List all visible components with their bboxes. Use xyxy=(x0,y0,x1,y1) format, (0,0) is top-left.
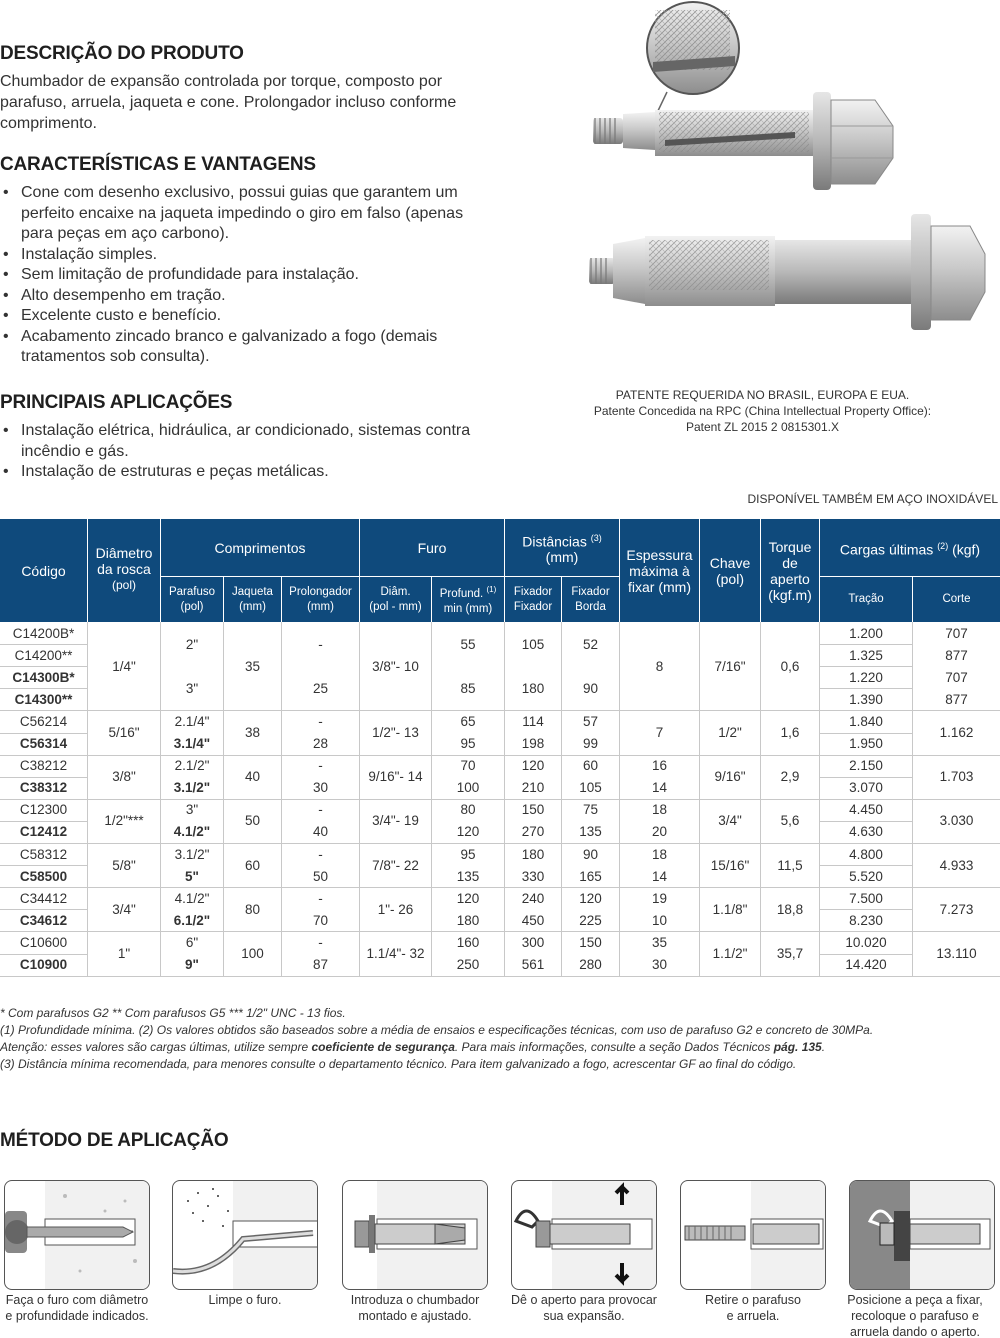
table-cell: 60 xyxy=(244,857,261,873)
table-cell: 160 xyxy=(456,934,480,950)
header-comprimentos: Comprimentos xyxy=(161,519,359,576)
patent-line: PATENTE REQUERIDA NO BRASIL, EUROPA E EUA. xyxy=(615,388,910,402)
table-cell: C34612 xyxy=(19,912,68,928)
caracteristicas-list xyxy=(0,183,540,368)
table-cell: 5,6 xyxy=(780,813,800,829)
table-cell: 50 xyxy=(312,868,329,884)
list-item: • Instalação elétrica, hidráulica, ar condicionado, sistemas contra incêndio e gás. xyxy=(0,421,540,462)
header-prolongador: Prolongador (mm) xyxy=(282,577,359,622)
availability-note: DISPONÍVEL TAMBÉM EM AÇO INOXIDÁVEL xyxy=(747,492,998,506)
table-cell: C12412 xyxy=(19,824,68,840)
table-cell: 250 xyxy=(456,957,480,973)
table-cell: - xyxy=(318,890,323,906)
table-cell: 95 xyxy=(460,846,476,862)
table-cell: 707 xyxy=(945,669,968,685)
table-cell: 240 xyxy=(521,890,545,906)
table-cell: C58312 xyxy=(19,846,68,862)
list-item: • Alto desempenho em tração. xyxy=(0,286,540,307)
descricao-line: parafuso, arruela, jaqueta e cone. Prolongador incluso conforme xyxy=(0,94,457,111)
table-cell: 57 xyxy=(582,713,599,729)
list-item: • Sem limitação de profundidade para instalação. xyxy=(0,265,540,286)
step-caption: Posicione a peça a fixar, recoloque o parafuso e arruela dando o aperto. xyxy=(847,1293,983,1338)
table-cell: 50 xyxy=(244,813,261,829)
table-cell: 120 xyxy=(579,890,602,906)
table-cell: 180 xyxy=(521,846,545,862)
table-cell: 1/4" xyxy=(112,658,136,674)
table-cell: 4.630 xyxy=(849,824,883,840)
table-cell: 120 xyxy=(456,890,480,906)
anchor-illustration xyxy=(593,92,893,190)
table-cell: 100 xyxy=(456,780,480,796)
table-cell: 4.933 xyxy=(939,857,974,873)
header-corte: Corte xyxy=(913,577,1000,622)
table-cell: 1,6 xyxy=(780,724,800,740)
table-cell: 877 xyxy=(945,647,968,663)
table-cell: 1.200 xyxy=(849,625,883,641)
table-cell: 2,9 xyxy=(780,769,800,785)
header-parafuso: Parafuso (pol) xyxy=(161,577,223,622)
table-cell: 1.1/8" xyxy=(712,901,748,917)
table-cell: 20 xyxy=(651,824,668,840)
table-cell: 1.162 xyxy=(939,724,974,740)
table-cell: 561 xyxy=(521,957,545,973)
table-cell: C14200B* xyxy=(12,625,75,641)
patent-line: Patent ZL 2015 2 0815301.X xyxy=(685,420,839,434)
table-cell: 2.1/4" xyxy=(174,713,210,729)
list-item: • Cone com desenho exclusivo, possui guias que garantem um perfeito encaixe na jaqueta impedindo o giro em falso (apenas para peças em aço carbono). xyxy=(0,183,540,245)
table-cell: 4.1/2" xyxy=(174,890,210,906)
table-cell: 8 xyxy=(655,658,664,674)
table-cell: 2" xyxy=(185,636,199,652)
table-cell: 3" xyxy=(185,680,199,696)
table-cell: 450 xyxy=(521,912,545,928)
table-cell: 19 xyxy=(651,890,668,906)
list-item: • Instalação simples. xyxy=(0,245,540,266)
section-title-descricao: DESCRIÇÃO DO PRODUTO xyxy=(0,43,244,64)
table-cell: 87 xyxy=(312,957,329,973)
table-cell: 9" xyxy=(185,957,199,973)
table-cell: 165 xyxy=(579,868,602,884)
table-cell: 5" xyxy=(185,868,199,884)
table-cell: 3.1/2" xyxy=(174,846,210,862)
table-cell: C56314 xyxy=(19,736,68,752)
table-cell: 14 xyxy=(651,780,668,796)
table-cell: 1.1/2" xyxy=(712,945,748,961)
table-cell: - xyxy=(318,802,323,818)
table-cell: 330 xyxy=(521,868,545,884)
header-fixador-borda: Fixador Borda xyxy=(562,577,619,622)
table-cell: 18 xyxy=(651,802,668,818)
table-cell: 6.1/2" xyxy=(173,912,211,928)
header-profund: Profund. $^{(1)}$ min (mm) xyxy=(432,577,504,622)
table-cell: 70 xyxy=(460,758,476,774)
note-line: (1) Profundidade mínima. (2) Os valores obtidos são baseados sobre a média de ensaios e especificações técnicas, com uso de parafuso G2 e concreto de 30MPa. xyxy=(0,1023,874,1037)
table-cell: 70 xyxy=(312,912,329,928)
table-cell: 0,6 xyxy=(780,658,800,674)
table-cell: 10 xyxy=(651,912,668,928)
descricao-text xyxy=(0,71,520,134)
table-cell: 150 xyxy=(521,802,545,818)
table-cell: 7.273 xyxy=(939,901,974,917)
table-cell: 7/8"- 22 xyxy=(372,857,419,873)
table-cell: 100 xyxy=(241,945,264,961)
table-cell: C14200** xyxy=(14,647,73,663)
table-cell: 5.520 xyxy=(849,868,883,884)
table-cell: 55 xyxy=(460,636,476,652)
table-cell: 8.230 xyxy=(849,912,883,928)
table-cell: 30 xyxy=(312,780,329,796)
table-cell: 210 xyxy=(521,780,545,796)
table-cell: 80 xyxy=(460,802,476,818)
note-line: Atenção: esses valores são cargas últimas, utilize sempre coeficiente de segurança. Para mais informações, consulte a seção Dados Técnicos pág. 135. xyxy=(0,1040,826,1054)
table-cell: 18 xyxy=(651,846,668,862)
table-cell: 10.020 xyxy=(845,934,887,950)
table-cell: 11,5 xyxy=(777,857,803,873)
table-cell: 4.450 xyxy=(849,802,883,818)
table-cell: 1.950 xyxy=(849,736,883,752)
table-cell: 2.150 xyxy=(849,758,883,774)
table-cell: - xyxy=(318,636,323,652)
table-cell: 135 xyxy=(579,824,602,840)
table-cell: C10900 xyxy=(19,957,68,973)
table-cell: 1"- 26 xyxy=(377,901,414,917)
table-cell: 3.1/2" xyxy=(173,780,211,796)
table-cell: 3/4" xyxy=(718,813,742,829)
table-cell: 3.030 xyxy=(939,813,974,829)
table-cell: 1.703 xyxy=(939,769,974,785)
table-cell: 1.1/4"- 32 xyxy=(366,945,425,961)
step-5-illustration xyxy=(680,1180,826,1290)
table-cell: C38312 xyxy=(19,780,68,796)
table-cell: C58500 xyxy=(19,868,68,884)
step-caption: Retire o parafuso e arruela. xyxy=(705,1293,801,1323)
table-cell: 30 xyxy=(651,957,668,973)
note-line: (3) Distância mínima recomendada, para menores consulte o departamento técnico. Para item galvanizado a fogo, acrescentar GF ao final do código. xyxy=(0,1057,797,1071)
table-cell: 6" xyxy=(185,934,199,950)
table-cell: 105 xyxy=(521,636,545,652)
descricao-line: comprimento. xyxy=(0,115,97,132)
table-cell: 7/16" xyxy=(714,658,746,674)
list-item: • Instalação de estruturas e peças metálicas. xyxy=(0,462,540,483)
step-1-illustration xyxy=(4,1180,150,1290)
table-cell: 99 xyxy=(582,736,599,752)
table-cell: 877 xyxy=(945,691,968,707)
table-cell: 38 xyxy=(244,724,261,740)
section-title-metodo: MÉTODO DE APLICAÇÃO xyxy=(0,1130,229,1151)
header-diametro: Diâmetro da rosca (pol) xyxy=(88,519,160,622)
header-chave: Chave (pol) xyxy=(700,519,760,622)
table-cell: 135 xyxy=(456,868,480,884)
table-cell: 60 xyxy=(582,758,599,774)
table-cell: 95 xyxy=(460,736,476,752)
table-cell: 90 xyxy=(582,680,599,696)
table-cell: 35 xyxy=(651,934,668,950)
list-item: • Acabamento zincado branco e galvanizado a fogo (demais tratamentos sob consulta). xyxy=(0,327,540,368)
header-codigo: Código xyxy=(0,519,87,622)
table-cell: 2.1/2" xyxy=(174,758,210,774)
table-cell: C56214 xyxy=(19,713,68,729)
table-cell: 3" xyxy=(185,802,199,818)
table-cell: 75 xyxy=(582,802,599,818)
patent-info xyxy=(560,387,965,435)
table-cell: C34412 xyxy=(19,890,68,906)
table-cell: 40 xyxy=(244,769,261,785)
patent-line: Patente Concedida na RPC (China Intellectual Property Office): xyxy=(593,404,932,418)
step-4-illustration xyxy=(511,1180,657,1290)
table-cell: 3/4" xyxy=(112,901,136,917)
table-cell: 180 xyxy=(521,680,545,696)
table-cell: 7.500 xyxy=(849,890,883,906)
table-cell: 4.800 xyxy=(849,846,883,862)
specs-table xyxy=(0,519,1000,977)
table-cell: 105 xyxy=(579,780,602,796)
table-cell: 114 xyxy=(522,713,544,729)
descricao-line: Chumbador de expansão controlada por torque, composto por xyxy=(0,73,443,90)
anchor-illustration xyxy=(589,214,985,330)
step-2-illustration xyxy=(172,1180,318,1290)
table-cell: 9/16"- 14 xyxy=(368,769,423,785)
table-cell: 9/16" xyxy=(714,769,746,785)
note-line: * Com parafusos G2 ** Com parafusos G5 *** 1/2" UNC - 13 fios. xyxy=(0,1006,346,1020)
table-cell: 13.110 xyxy=(936,945,977,961)
table-cell: 270 xyxy=(521,824,545,840)
table-cell: 15/16" xyxy=(710,857,750,873)
table-cell: C38212 xyxy=(19,758,68,774)
table-cell: 16 xyxy=(651,758,668,774)
table-cell: 300 xyxy=(521,934,545,950)
section-title-aplicacoes: PRINCIPAIS APLICAÇÕES xyxy=(0,392,233,413)
list-item: • Excelente custo e benefício. xyxy=(0,306,540,327)
table-cell: 40 xyxy=(312,824,329,840)
table-cell: 7 xyxy=(655,724,664,740)
table-cell: 90 xyxy=(582,846,599,862)
table-notes xyxy=(0,1005,1000,1073)
aplicacoes-list xyxy=(0,421,540,483)
table-cell: 225 xyxy=(579,912,602,928)
table-cell: 4.1/2" xyxy=(173,824,211,840)
table-cell: 85 xyxy=(460,680,476,696)
step-caption: Introduza o chumbador montado e ajustado. xyxy=(350,1293,480,1323)
table-cell: - xyxy=(318,758,323,774)
table-cell: - xyxy=(318,846,323,862)
table-cell: 3/8" xyxy=(112,769,136,785)
step-caption: Limpe o furo. xyxy=(208,1293,282,1307)
step-caption: Faça o furo com diâmetro e profundidade indicados. xyxy=(5,1293,149,1323)
table-cell: 1/2"*** xyxy=(104,813,144,829)
step-3-illustration xyxy=(342,1180,488,1290)
table-cell: 198 xyxy=(521,736,545,752)
table-cell: 28 xyxy=(312,736,329,752)
header-diam: Diâm. (pol - mm) xyxy=(360,577,431,622)
header-furo: Furo xyxy=(360,519,504,576)
table-cell: 1" xyxy=(117,945,131,961)
table-cell: 3.070 xyxy=(849,780,883,796)
table-cell: 35,7 xyxy=(776,945,804,961)
header-fixador-fixador: Fixador Fixador xyxy=(505,577,561,622)
header-cargas: Cargas últimas $^{(2)}$ (kgf) xyxy=(820,519,1000,576)
table-cell: 3/4"- 19 xyxy=(372,813,419,829)
table-cell: C14300** xyxy=(14,691,73,707)
step-6-illustration xyxy=(849,1180,995,1290)
table-cell: 65 xyxy=(460,713,476,729)
table-cell: 1.840 xyxy=(849,713,883,729)
table-cell: 3/8"- 10 xyxy=(372,658,419,674)
table-cell: C12300 xyxy=(19,802,68,818)
product-image xyxy=(575,0,1000,330)
table-cell: 35 xyxy=(244,658,261,674)
table-cell: 150 xyxy=(579,934,602,950)
table-cell: 80 xyxy=(244,901,261,917)
table-cell: 180 xyxy=(456,912,480,928)
table-cell: 5/8" xyxy=(112,857,136,873)
table-cell: 3.1/4" xyxy=(173,736,211,752)
table-cell: 14.420 xyxy=(845,957,887,973)
table-cell: - xyxy=(318,934,323,950)
section-title-caracteristicas: CARACTERÍSTICAS E VANTAGENS xyxy=(0,154,316,175)
table-cell: - xyxy=(318,713,323,729)
table-cell: C10600 xyxy=(19,934,68,950)
table-cell: 5/16" xyxy=(108,724,140,740)
header-espessura: Espessura máxima à fixar (mm) xyxy=(620,519,699,622)
header-distancias: Distâncias $^{(3)}$ (mm) xyxy=(505,519,619,576)
header-jaqueta: Jaqueta (mm) xyxy=(224,577,281,622)
header-tracao: Tração xyxy=(820,577,912,622)
table-cell: 1.325 xyxy=(849,647,883,663)
table-cell: 52 xyxy=(582,636,599,652)
table-cell: C14300B* xyxy=(12,669,75,685)
header-torque: Torque de aperto (kgf.m) xyxy=(761,519,819,622)
table-cell: 120 xyxy=(521,758,545,774)
table-cell: 1.220 xyxy=(849,669,883,685)
table-cell: 14 xyxy=(651,868,668,884)
table-cell: 707 xyxy=(945,625,968,641)
table-cell: 280 xyxy=(579,957,602,973)
table-cell: 1.390 xyxy=(849,691,883,707)
table-cell: 25 xyxy=(312,680,329,696)
step-caption: Dê o aperto para provocar sua expansão. xyxy=(511,1293,657,1323)
table-cell: 18,8 xyxy=(776,901,804,917)
table-cell: 120 xyxy=(456,824,480,840)
table-cell: 1/2" xyxy=(718,724,742,740)
table-cell: 1/2"- 13 xyxy=(372,724,419,740)
